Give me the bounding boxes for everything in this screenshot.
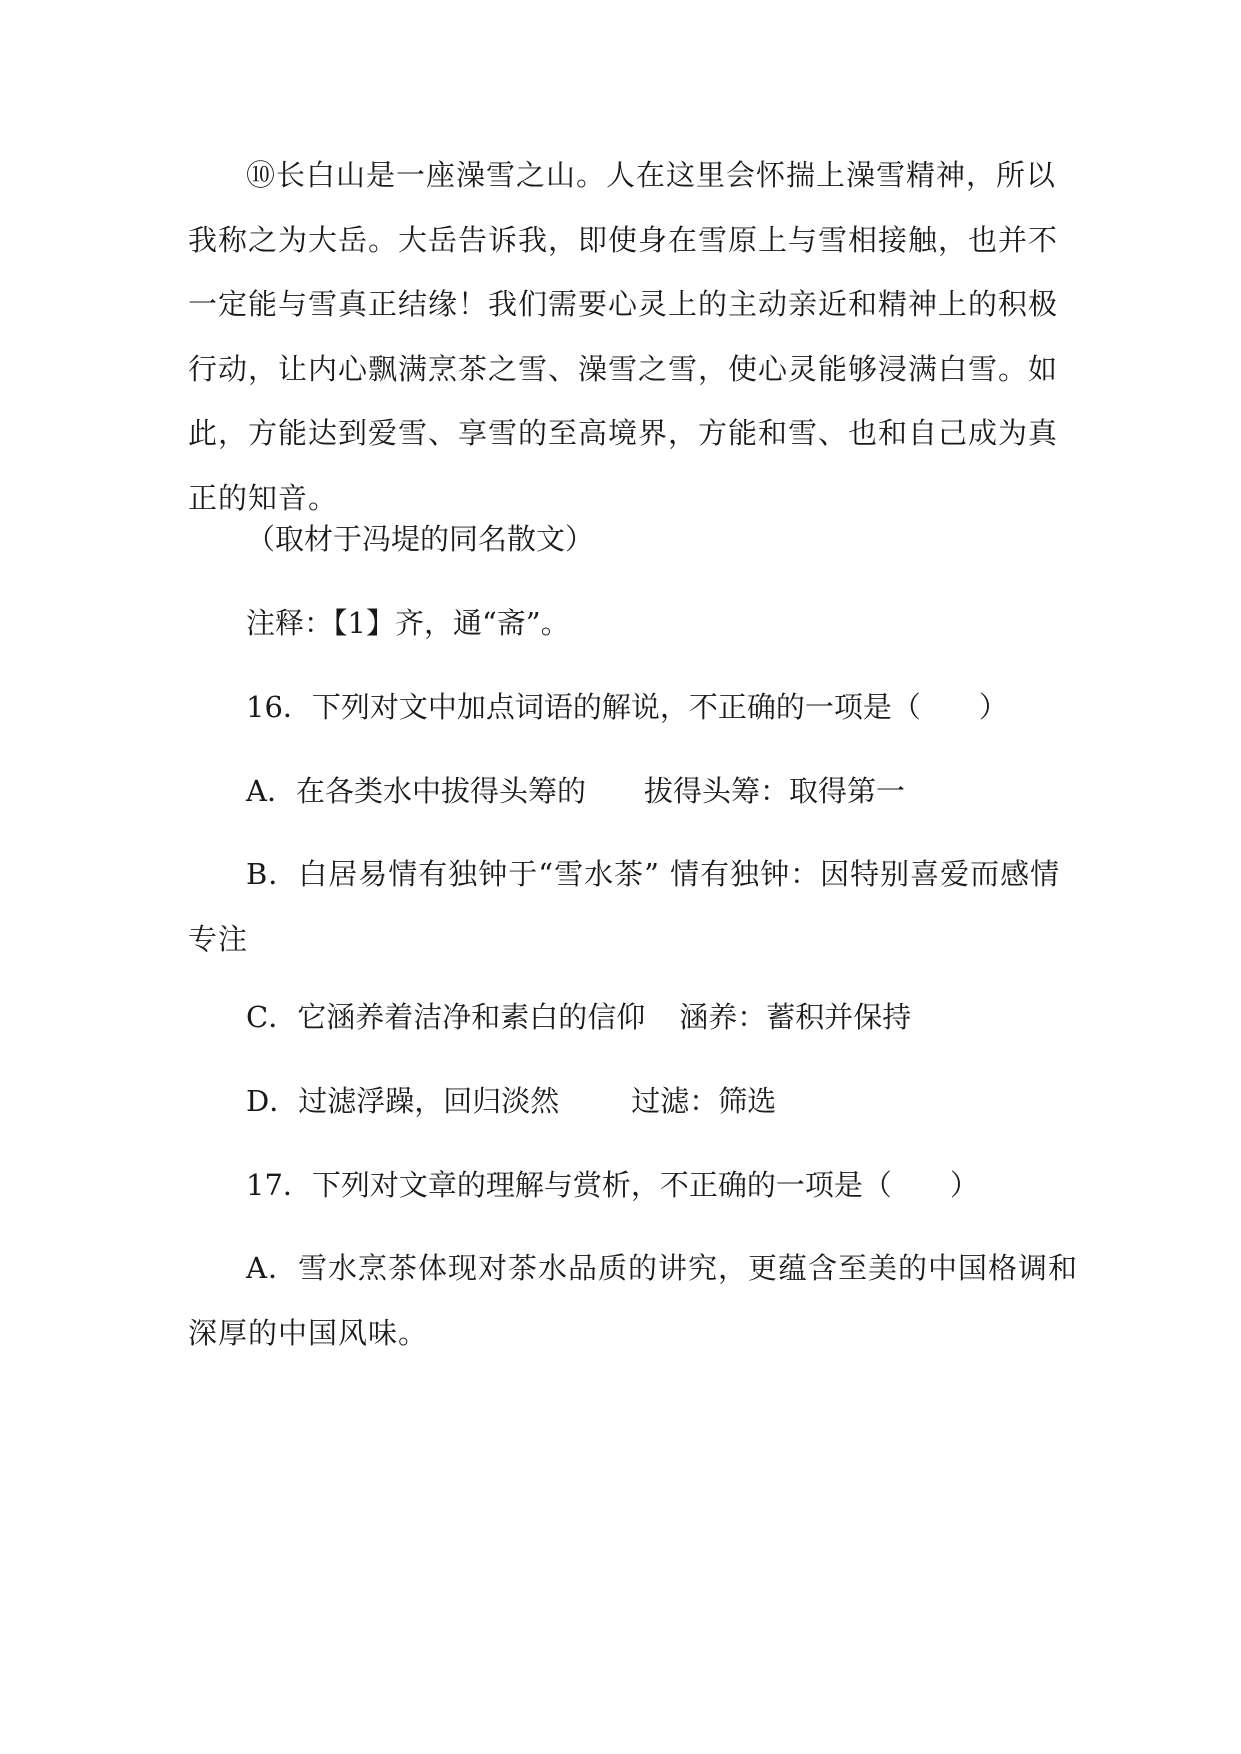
question-17-option-a: A．雪水烹茶体现对茶水品质的讲究，更蕴含至美的中国格调和深厚的中国风味。: [188, 1251, 1078, 1350]
option-a-gloss: 拔得头筹：取得第一: [643, 774, 905, 808]
source-citation: （取材于冯堤的同名散文）: [246, 522, 595, 556]
annotation-note: 注释：【1】齐，通“斋”。: [246, 606, 570, 640]
option-a-phrase: A．在各类水中拔得头筹的: [246, 774, 586, 808]
paragraph-10: ⑩长白山是一座澡雪之山。人在这里会怀揣上澡雪精神，所以我称之为大岳。大岳告诉我，即使身在雪原上与雪相接触，也并不一定能与雪真正结缘！我们需要心灵上的主动亲近和精神上的积极行动，让内心飘满烹茶之雪、澡雪之雪，使心灵能够浸满白雪。如此，方能达到爱雪、享雪的至高境界，方能和雪、也和自己成为真正的知音。: [188, 158, 1059, 515]
question-16-option-c: [246, 997, 911, 1037]
option-c-phrase: C．它涵养着洁净和素白的信仰: [246, 1000, 646, 1034]
question-16-option-a: [246, 771, 905, 811]
option-d-gloss: 过滤：筛选: [631, 1084, 777, 1118]
question-17-stem: 17．下列对文章的理解与赏析，不正确的一项是（ ）: [246, 1168, 979, 1202]
question-16-option-d: [246, 1081, 776, 1121]
option-c-gloss: 涵养：蓄积并保持: [679, 1000, 912, 1034]
option-d-phrase: D．过滤浮躁，回归淡然: [246, 1084, 560, 1118]
question-16-stem: 16．下列对文中加点词语的解说，不正确的一项是（ ）: [246, 690, 1008, 724]
question-16-option-b: B．白居易情有独钟于“雪水茶” 情有独钟：因特别喜爱而感情专注: [188, 857, 1061, 956]
